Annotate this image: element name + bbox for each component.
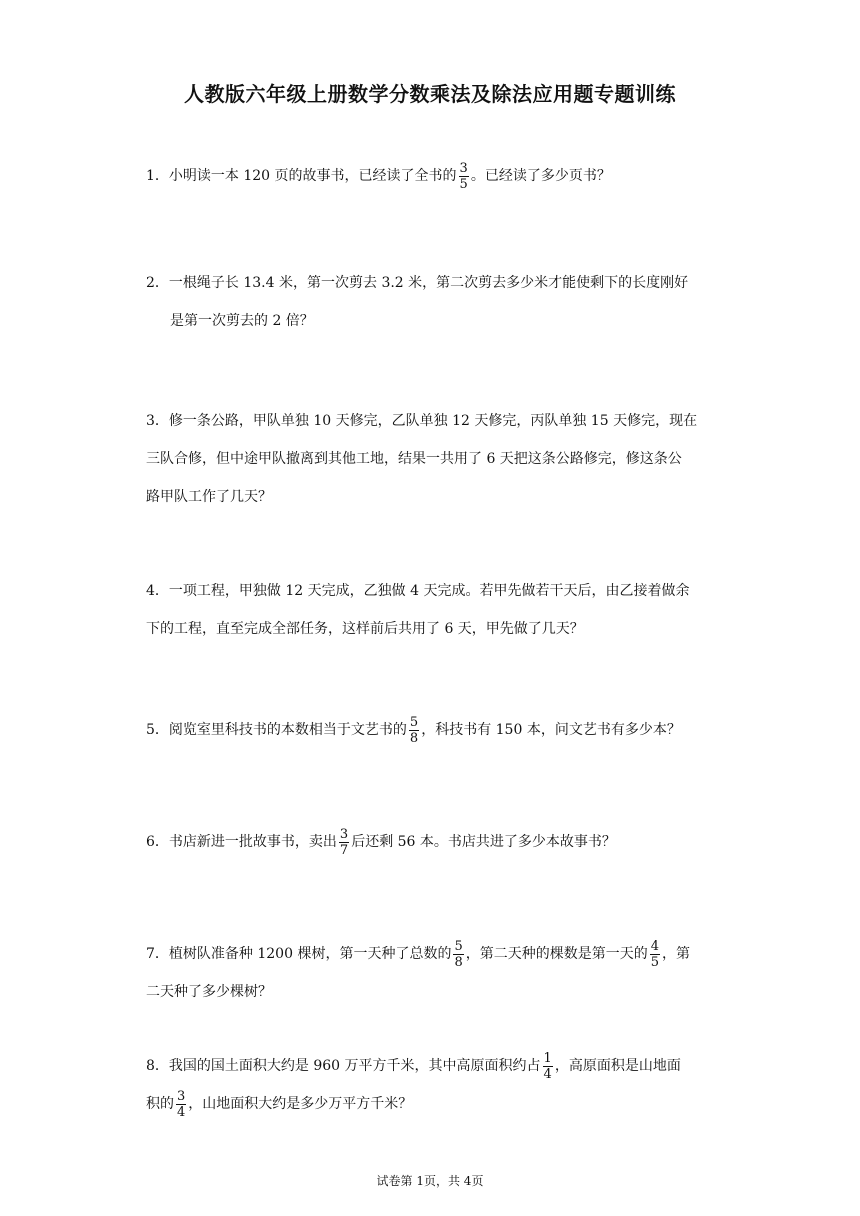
question-text: ，科技书有 150 本，问文艺书有多少本？	[421, 722, 681, 738]
denominator: 4	[177, 1104, 186, 1120]
numerator: 1	[543, 1050, 552, 1066]
question-text: 二天种了多少棵树？	[146, 984, 272, 1000]
question-number: 4．	[146, 583, 169, 599]
denominator: 5	[650, 954, 660, 970]
question-text: 我国的国土面积大约是 960 万平方千米，其中高原面积约占	[168, 1058, 541, 1074]
denominator: 5	[459, 176, 468, 192]
question-6	[146, 823, 726, 861]
question-number: 6．	[146, 834, 169, 850]
question-1	[146, 157, 726, 195]
question-text: 小明读一本 120 页的故事书，已经读了全书的	[168, 168, 457, 184]
denominator: 8	[409, 730, 419, 746]
question-number: 5．	[146, 722, 169, 738]
question-text: 。已经读了多少页书？	[470, 168, 611, 184]
fraction	[409, 715, 419, 746]
denominator: 8	[454, 954, 463, 970]
question-text: 路甲队工作了几天？	[146, 489, 272, 505]
numerator: 4	[650, 938, 660, 954]
numerator: 3	[459, 160, 468, 176]
question-text: ，第二天种的棵数是第一天的	[465, 946, 648, 962]
question-5	[146, 711, 726, 749]
fraction	[650, 939, 660, 970]
fraction	[339, 827, 349, 858]
question-text: ，山地面积大约是多少万平方千米？	[188, 1096, 413, 1112]
question-number: 2．	[146, 275, 169, 291]
question-text: ，高原面积是山地面	[554, 1058, 681, 1074]
fraction	[459, 161, 469, 192]
page-footer: 试卷第 1页，共 4页	[376, 1174, 484, 1188]
question-4	[146, 572, 726, 648]
question-number: 3．	[146, 413, 169, 429]
numerator: 5	[454, 938, 463, 954]
question-text: 一项工程，甲独做 12 天完成，乙独做 4 天完成。若甲先做若干天后，由乙接着做余	[168, 583, 690, 599]
question-text: 植树队准备种 1200 棵树，第一天种了总数的	[168, 946, 452, 962]
numerator: 5	[409, 714, 419, 730]
question-8	[146, 1047, 726, 1123]
question-number: 8．	[146, 1058, 169, 1074]
question-text: 下的工程，直至完成全部任务，这样前后共用了 6 天，甲先做了几天？	[146, 621, 584, 637]
question-text: 修一条公路，甲队单独 10 天修完，乙队单独 12 天修完，丙队单独 15 天修完，现在	[168, 413, 698, 429]
question-text: 阅览室里科技书的本数相当于文艺书的	[168, 722, 407, 738]
question-2	[146, 264, 726, 340]
question-number: 7．	[146, 946, 169, 962]
page-title: 人教版六年级上册数学分数乘法及除法应用题专题训练	[184, 82, 676, 106]
question-text: 书店新进一批故事书，卖出	[168, 834, 337, 850]
numerator: 3	[339, 826, 349, 842]
fraction	[176, 1089, 186, 1120]
question-text: 是第一次剪去的 2 倍？	[170, 313, 314, 329]
question-text: ，第	[662, 946, 691, 962]
question-number: 1．	[146, 168, 169, 184]
question-text: 一根绳子长 13.4 米，第一次剪去 3.2 米，第二次剪去多少米才能使剩下的长度刚好	[168, 275, 689, 291]
fraction	[543, 1051, 553, 1082]
question-3	[146, 402, 726, 516]
question-text: 积的	[146, 1096, 174, 1112]
numerator: 3	[177, 1088, 186, 1104]
question-7	[146, 935, 726, 1011]
denominator: 7	[339, 842, 349, 858]
question-text: 后还剩 56 本。书店共进了多少本故事书？	[351, 834, 616, 850]
fraction	[453, 939, 463, 970]
denominator: 4	[543, 1066, 552, 1082]
question-text: 三队合修，但中途甲队撤离到其他工地，结果一共用了 6 天把这条公路修完，修这条公	[146, 451, 682, 467]
